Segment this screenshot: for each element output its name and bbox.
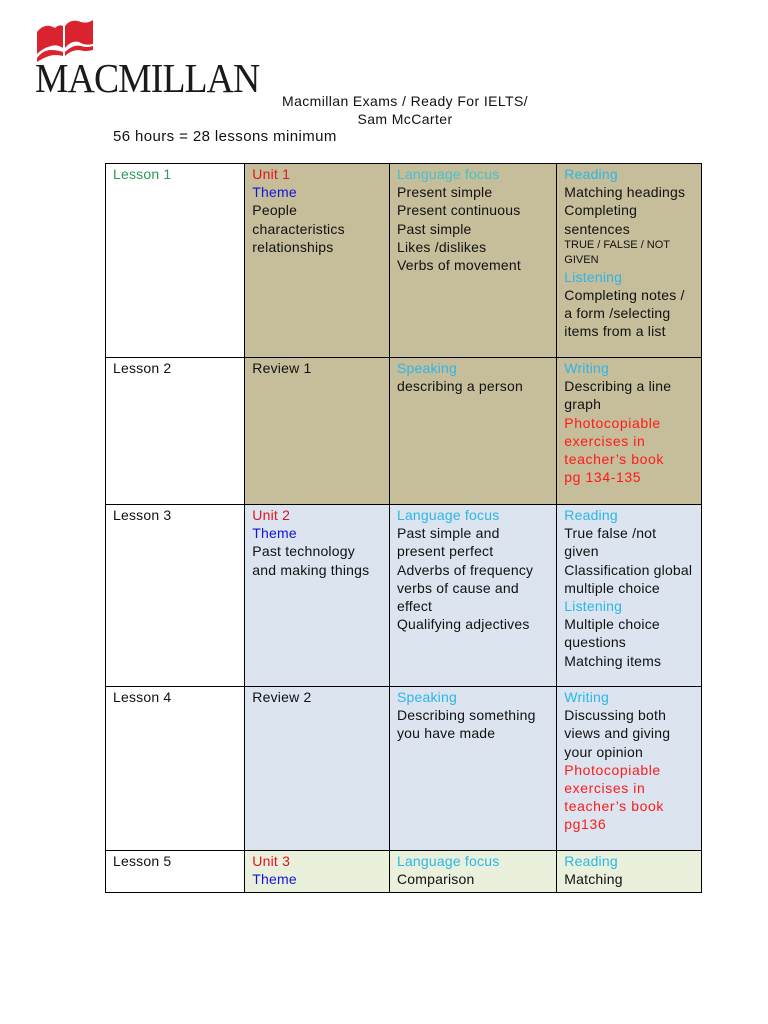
lesson-label: Lesson 1 (113, 166, 172, 182)
writing-item: Discussing both (564, 707, 667, 724)
macmillan-logo (35, 14, 260, 101)
skill-item-small: TRUE / FALSE / NOT (564, 238, 671, 251)
skill-item: a form /selecting (564, 305, 671, 322)
focus-cell (389, 505, 556, 687)
writing-item: views and giving (564, 725, 671, 742)
lesson-label: Lesson 3 (113, 507, 172, 523)
unit-cell (245, 164, 390, 358)
skills-cell (557, 687, 702, 851)
table-row (106, 851, 702, 893)
lesson-cell (106, 358, 245, 505)
theme-text: characteristics (252, 220, 345, 237)
unit-cell (245, 505, 390, 687)
focus-item: Past simple and (396, 525, 500, 542)
language-focus-label: Language focus (396, 166, 500, 182)
language-focus-label: Language focus (396, 507, 500, 523)
reading-label: Reading (564, 507, 618, 523)
unit-cell (245, 358, 390, 505)
lesson-label: Lesson 2 (113, 360, 172, 376)
skill-item: Classification global (564, 561, 693, 578)
review-label: Review 1 (252, 360, 312, 376)
photocopiable-note: teacher’s book (564, 798, 665, 815)
photocopiable-note: Photocopiable (564, 761, 661, 778)
skill-item: True false /not (564, 525, 657, 542)
focus-item: Present continuous (396, 202, 521, 219)
skill-item: Multiple choice (564, 616, 660, 633)
lesson-cell (106, 851, 245, 893)
language-focus-label: Language focus (396, 853, 500, 869)
theme-text: Past technology (252, 543, 355, 560)
skills-cell (557, 505, 702, 687)
review-label: Review 2 (252, 689, 312, 705)
writing-item: Describing a line (564, 378, 672, 395)
photocopiable-note: pg 134-135 (564, 469, 642, 486)
focus-item: present perfect (396, 543, 494, 560)
theme-label: Theme (252, 525, 297, 542)
listening-label: Listening (564, 268, 623, 285)
photocopiable-note: exercises in (564, 780, 646, 797)
skill-item-small: GIVEN (564, 253, 599, 266)
focus-item: Verbs of movement (396, 257, 521, 274)
speaking-item: Describing something (396, 707, 536, 724)
photocopiable-note: Photocopiable (564, 414, 661, 431)
theme-label: Theme (252, 184, 297, 201)
theme-text: People (252, 202, 298, 219)
lesson-cell (106, 505, 245, 687)
focus-cell (389, 687, 556, 851)
skill-item: Completing (564, 202, 638, 219)
table-row (106, 505, 702, 687)
lesson-label: Lesson 5 (113, 853, 172, 869)
focus-cell (389, 164, 556, 358)
unit-label: Unit 1 (252, 166, 291, 182)
skills-cell (557, 164, 702, 358)
lesson-schedule-table (105, 163, 702, 893)
writing-label: Writing (564, 689, 609, 705)
photocopiable-note: teacher’s book (564, 451, 665, 468)
table-row (106, 164, 702, 358)
table-row (106, 687, 702, 851)
skill-item: Completing notes / (564, 287, 685, 304)
writing-item: graph (564, 396, 602, 413)
skill-item: questions (564, 634, 627, 651)
document-title: Macmillan Exams / Ready For IELTS/ (282, 93, 528, 109)
unit-cell (245, 851, 390, 893)
lesson-cell (106, 164, 245, 358)
focus-item: verbs of cause and (396, 579, 519, 596)
skill-item: Matching headings (564, 184, 686, 201)
hours-summary: 56 hours = 28 lessons minimum (113, 128, 337, 145)
photocopiable-note: exercises in (564, 432, 646, 449)
skill-item: Matching items (564, 652, 662, 669)
focus-item: Past simple (396, 220, 472, 237)
unit-cell (245, 687, 390, 851)
speaking-item: describing a person (396, 378, 523, 395)
skills-cell (557, 851, 702, 893)
focus-cell (389, 358, 556, 505)
lesson-label: Lesson 4 (113, 689, 172, 705)
focus-item: Present simple (396, 184, 493, 201)
skill-item: multiple choice (564, 579, 660, 596)
document-author: Sam McCarter (357, 111, 453, 127)
unit-label: Unit 3 (252, 853, 291, 869)
skills-cell (557, 358, 702, 505)
focus-item: Comparison (396, 871, 475, 888)
unit-label: Unit 2 (252, 507, 291, 523)
theme-text: and making things (252, 561, 370, 578)
reading-label: Reading (564, 853, 618, 869)
skill-item: Matching (564, 871, 623, 888)
focus-item: effect (396, 598, 433, 615)
skill-item: given (564, 543, 599, 560)
skill-item: items from a list (564, 323, 666, 340)
speaking-item: you have made (396, 725, 496, 742)
table-row (106, 358, 702, 505)
theme-text: relationships (252, 238, 334, 255)
listening-label: Listening (564, 598, 623, 615)
focus-item: Qualifying adjectives (396, 616, 530, 633)
reading-label: Reading (564, 166, 618, 182)
photocopiable-note: pg136 (564, 816, 607, 833)
writing-label: Writing (564, 360, 609, 376)
logo-wordmark: MACMILLAN (35, 55, 260, 101)
skill-item: sentences (564, 220, 630, 237)
focus-cell (389, 851, 556, 893)
lesson-cell (106, 687, 245, 851)
theme-label: Theme (252, 871, 297, 888)
focus-item: Adverbs of frequency (396, 561, 534, 578)
focus-item: Likes /dislikes (396, 238, 487, 255)
writing-item: your opinion (564, 743, 643, 760)
speaking-label: Speaking (396, 360, 457, 376)
speaking-label: Speaking (396, 689, 457, 705)
